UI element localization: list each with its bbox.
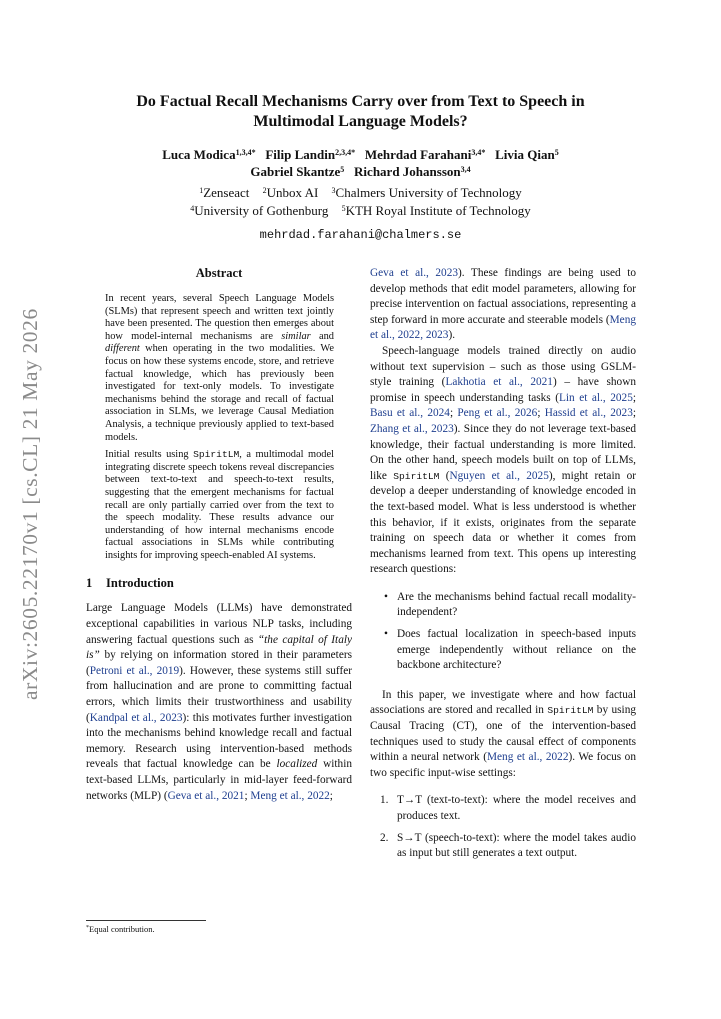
text-run: ;	[632, 391, 636, 404]
affiliation-row-2	[60, 202, 661, 220]
intro-paragraph-3	[370, 688, 636, 782]
text-run: within text-based LLMs, particularly in mid-layer feed-forward networks (MLP) (	[86, 758, 352, 802]
citation-link[interactable]: Peng et al., 2026	[457, 407, 538, 420]
citation-link[interactable]: Hassid et al., 2023	[544, 407, 633, 420]
citation-link[interactable]: Petroni et al., 2019	[89, 664, 180, 677]
quote: “the capital of Italy is”	[86, 633, 352, 662]
bullet-icon: •	[384, 628, 388, 641]
citation-link[interactable]: Geva et al., 2021	[167, 789, 245, 802]
affil-sup: 2	[262, 186, 267, 195]
author-row-2	[60, 163, 661, 180]
text-run: ). These findings are being used to develop methods that edit model parameters, allowing for precise intervention on factual associations, representing a step forward in more accurate and steerable models (	[370, 267, 636, 326]
list-item	[370, 627, 636, 674]
author-list	[60, 146, 661, 180]
affiliation: Chalmers University of Technology	[335, 185, 522, 200]
emphasis: localized	[276, 758, 318, 771]
author-affil-sup: 5	[554, 148, 559, 157]
intro-body-right	[370, 266, 636, 862]
author-name: Gabriel Skantze	[250, 164, 341, 179]
text-run: ;	[537, 407, 545, 420]
bullet-icon: •	[384, 590, 388, 603]
footnote-text: Equal contribution.	[89, 924, 155, 934]
text-run: ): this motivates further investigation into the mechanisms behind knowledge recall and factual memory. Research using intervention-based methods reveals that factual knowledge can be	[86, 711, 352, 771]
research-questions-list	[370, 590, 636, 674]
citation-link[interactable]: Nguyen et al., 2025	[449, 469, 549, 482]
text-run: and	[310, 330, 334, 342]
intro-paragraph-1-cont	[370, 266, 636, 344]
contact-email: mehrdad.farahani@chalmers.se	[259, 228, 462, 242]
abstract-paragraph-2	[105, 449, 334, 562]
author-name: Filip Landin	[265, 147, 336, 162]
text-run: ).	[448, 329, 456, 342]
affil-sup: 5	[341, 204, 346, 213]
author-affil-sup: 5	[340, 165, 345, 174]
left-column	[86, 266, 352, 804]
list-item-text: Are the mechanisms behind factual recall modality-independent?	[397, 590, 636, 619]
text-run: by using Causal Tracing (CT), one of the intervention-based techniques used to study the causal effect of components within a neural network (	[370, 704, 636, 764]
list-item	[370, 590, 636, 621]
text-run: by relying on information stored in their parameters (	[86, 649, 352, 677]
arxiv-stamp: arXiv:2605.22170v1 [cs.CL] 21 May 2026	[18, 308, 42, 700]
affiliation: University of Gothenburg	[194, 203, 329, 218]
model-name: SpiritLM	[193, 449, 240, 461]
abstract-body	[86, 293, 352, 562]
list-item	[370, 793, 636, 824]
affil-sup: 4	[190, 204, 195, 213]
text-run: In this paper, we investigate where and how factual associations are stored and recalled in	[370, 688, 636, 717]
citation-link[interactable]: Meng et al., 2022	[487, 751, 569, 764]
citation-link[interactable]: Geva et al., 2023	[370, 267, 458, 279]
section-number: 1	[86, 576, 93, 591]
author-affil-sup: 3,4*	[471, 148, 486, 157]
citation-link[interactable]: Lin et al., 2025	[558, 391, 633, 404]
text-run: ). We focus on two specific input-wise settings:	[370, 751, 636, 779]
list-number: 1.	[380, 794, 389, 807]
emphasis: different	[105, 343, 140, 355]
author-affil-sup: 1,3,4*	[235, 148, 256, 157]
affiliation: KTH Royal Institute of Technology	[345, 203, 531, 218]
footnote	[86, 920, 206, 934]
citation-link[interactable]: Kandpal et al., 2023	[89, 711, 183, 724]
text-run: Large Language Models (LLMs) have demonstrated exceptional capabilities in various NLP tasks, including answering factual questions such as	[86, 602, 352, 646]
text-run: Initial results using	[105, 449, 194, 461]
affiliations	[60, 184, 661, 220]
emphasis: similar	[281, 330, 311, 342]
paper-title	[60, 92, 661, 132]
affiliation: Zenseact	[203, 185, 250, 200]
affil-sup: 1	[199, 186, 204, 195]
title-line-1: Do Factual Recall Mechanisms Carry over from Text to Speech in	[136, 93, 585, 110]
right-column	[370, 266, 636, 876]
intro-body-left	[86, 601, 352, 804]
author-name: Mehrdad Farahani	[364, 147, 472, 162]
citation-link[interactable]: Lakhotia et al., 2021	[445, 376, 553, 389]
affil-sup: 3	[331, 186, 336, 195]
list-item-text: S→T (speech-to-text): where the model takes audio as input but still generates a text output.	[397, 831, 636, 860]
author-name: Luca Modica	[162, 147, 236, 162]
model-name: SpiritLM	[547, 705, 594, 717]
author-name: Richard Johansson	[354, 164, 461, 179]
author-affil-sup: 2,3,4*	[335, 148, 356, 157]
text-run: ) – have shown promise in speech understanding tasks (	[370, 376, 637, 404]
citation-link[interactable]: Basu et al., 2024	[370, 407, 450, 420]
author-affil-sup: 3,4	[460, 165, 471, 174]
list-item	[370, 831, 636, 862]
text-run: ;	[244, 789, 251, 802]
text-run: ;	[449, 407, 458, 420]
list-item-text: Does factual localization in speech-based inputs emerge independently without reliance on the backbone architecture?	[397, 628, 636, 672]
intro-paragraph-1	[86, 601, 352, 804]
author-name: Livia Qian	[495, 147, 555, 162]
footnote-mark: *	[86, 925, 89, 931]
list-item-text: T→T (text-to-text): where the model receives and produces text.	[397, 794, 636, 822]
affiliation-row-1	[60, 184, 661, 202]
text-run: ), might retain or develop a deeper understanding of knowledge encoded in the text-based model. What is less understood is whether this behavior, if it exists, originates from the separate training on speech data or whether it comes from mechanisms learned from text. This opens up interesting research questions:	[370, 469, 636, 576]
abstract-heading: Abstract	[195, 266, 243, 280]
list-number: 2.	[380, 831, 389, 844]
text-run: ;	[329, 789, 333, 802]
citation-link[interactable]: Zhang et al., 2023	[370, 422, 454, 435]
text-run: In recent years, several Speech Language Models (SLMs) that represent speech and written text jointly have been presented. The question then emerges about how model-internal mechanisms are	[105, 293, 334, 342]
text-run: ). Since they do not leverage text-based knowledge, their factual understanding is more limited. On the other hand, speech models built on top of LLMs, like	[370, 422, 636, 482]
title-line-2: Multimodal Language Models?	[253, 113, 468, 130]
text-run: , a multimodal model integrating discrete speech tokens reveal discrepancies between text-to-text and speech-to-text results, suggesting that the emergent mechanisms for factual recall are only partially carried over from the text to the speech modality. These results advance our understanding of how internal mechanisms encode factual associations in SLMs while contributing insights for improving speech-enabled AI systems.	[105, 449, 334, 561]
section-heading-introduction	[86, 576, 352, 591]
affiliation: Unbox AI	[266, 185, 319, 200]
author-row-1	[60, 146, 661, 163]
citation-link[interactable]: Meng et al., 2022	[250, 789, 330, 802]
text-run: ;	[632, 407, 636, 420]
text-run: when operating in the two modalities. We focus on how these systems encode, store, and retrieve factual knowledge, which has previously been investigated for text-only models. To investigate mechanisms behind the storage and recall of factual association in SLMs, we leverage Causal Mediation Analysis, a technique previously applied to text-based models.	[105, 343, 334, 443]
citation-link[interactable]: Meng et al., 2022, 2023	[370, 313, 636, 342]
settings-list	[370, 793, 636, 861]
intro-paragraph-2	[370, 344, 636, 578]
text-run: (	[439, 469, 450, 482]
text-run: Speech-language models trained directly on audio without text supervision – such as those using GSLM-style training (	[370, 344, 636, 389]
text-run: ). However, these systems still suffer from hallucination and are prone to committing factual errors, which limits their trustworthiness and usability (	[86, 664, 352, 724]
section-title: Introduction	[106, 576, 174, 591]
abstract-paragraph-1	[105, 293, 334, 444]
model-name: SpiritLM	[393, 470, 440, 482]
